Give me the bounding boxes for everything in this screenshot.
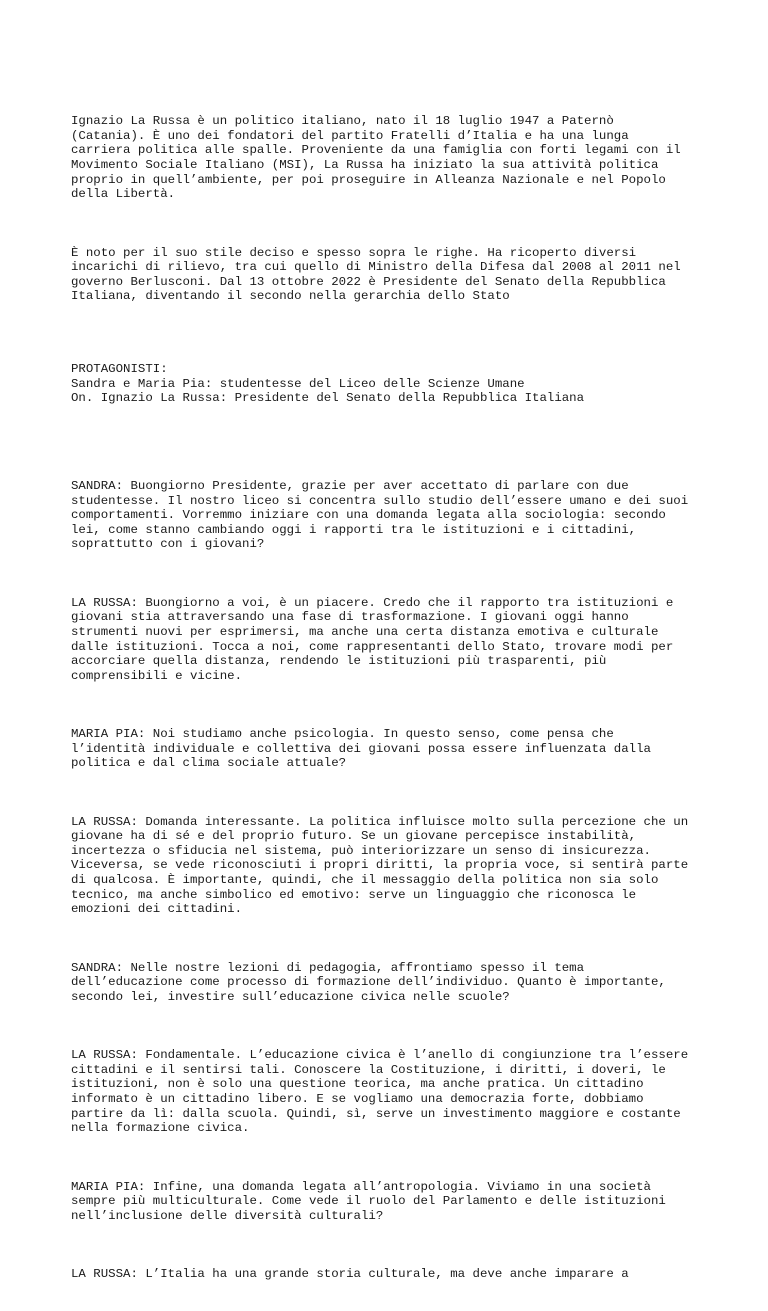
intro-paragraph-2: È noto per il suo stile deciso e spesso sopra le righe. Ha ricoperto diversi incarichi di rilievo, tra cui quello di Ministro della Difesa dal 2008 al 2011 nel governo Berlusconi. Dal 13 ottobre 2022 è Presidente del Senato della Repubblica Italiana, diventando il secondo nella gerarchia dello Stato bbox=[71, 245, 681, 304]
dialogue-line: MARIA PIA: Infine, una domanda legata all’antropologia. Viviamo in una società sempre più multiculturale. Come vede il ruolo del Parlamento e delle istituzioni nell’inclusione delle diversità culturali? bbox=[71, 1179, 666, 1223]
dialogue-line: LA RUSSA: Buongiorno a voi, è un piacere. Credo che il rapporto tra istituzioni e giovani stia attraversando una fase di trasformazione. I giovani oggi hanno strumenti nuovi per esprimersi, ma anche una certa distanza emotiva e culturale dalle istituzioni. Tocca a noi, come rappresentanti dello Stato, trovare modi per accorciare quella distanza, rendendo le istituzioni più trasparenti, più comprensibili e vicine. bbox=[71, 595, 674, 683]
cast-line-students: Sandra e Maria Pia: studentesse del Liceo delle Scienze Umane bbox=[71, 376, 525, 391]
cast-heading: PROTAGONISTI: bbox=[71, 362, 168, 377]
intro-paragraph-1: Ignazio La Russa è un politico italiano, nato il 18 luglio 1947 a Paternò (Catania). È uno dei fondatori del partito Fratelli d’Italia e ha una lunga carriera politica alle spalle. Proveniente da una famiglia con forti legami con il Movimento Sociale Italiano (MSI), La Russa ha iniziato la sua attività politica proprio in quell’ambiente, per poi proseguire in Alleanza Nazionale e nel Popolo della Libertà. bbox=[71, 114, 681, 202]
dialogue-line: SANDRA: Buongiorno Presidente, grazie per aver accettato di parlare con due studentesse. Il nostro liceo si concentra sullo studio dell’essere umano e dei suoi comportamenti. Vorremmo iniziare con una domanda legata alla sociologia: secondo lei, come stanno cambiando oggi i rapporti tra le istituzioni e i cittadini, soprattutto con i giovani? bbox=[71, 479, 689, 552]
dialogue-line: LA RUSSA: Domanda interessante. La politica influisce molto sulla percezione che un giovane ha di sé e del proprio futuro. Se un giovane percepisce instabilità, incertezza o sfiducia nel sistema, può interiorizzare un senso di insicurezza. Viceversa, se vede riconosciuti i propri diritti, la propria voce, si sentirà parte di qualcosa. È importante, quindi, che il messaggio della politica non sia solo tecnico, ma anche simbolico ed emotivo: serve un linguaggio che riconosca le emozioni dei cittadini. bbox=[71, 814, 689, 917]
dialogue-line: LA RUSSA: Fondamentale. L’educazione civica è l’anello di congiunzione tra l’essere cittadini e il sentirsi tali. Conoscere la Costituzione, i diritti, i doveri, le istituzioni, non è solo una questione teorica, ma anche pratica. Un cittadino informato è un cittadino libero. E se vogliamo una democrazia forte, dobbiamo partire da lì: dalla scuola. Quindi, sì, serve un investimento maggiore e costante nella formazione civica. bbox=[71, 1048, 689, 1136]
dialogue-line: SANDRA: Nelle nostre lezioni di pedagogia, affrontiamo spesso il tema dell’educazione come processo di formazione dell’individuo. Quanto è importante, secondo lei, investire sull’educazione civica nelle scuole? bbox=[71, 960, 666, 1004]
dialogue-line: MARIA PIA: Noi studiamo anche psicologia. In questo senso, come pensa che l’identità individuale e collettiva dei giovani possa essere influenzata dalla politica e dal clima sociale attuale? bbox=[71, 727, 651, 771]
document-page bbox=[71, 85, 711, 1311]
cast-list bbox=[71, 362, 711, 406]
dialogue-line: LA RUSSA: L’Italia ha una grande storia culturale, ma deve anche imparare a bbox=[71, 1267, 629, 1282]
cast-line-president: On. Ignazio La Russa: Presidente del Senato della Repubblica Italiana bbox=[71, 391, 585, 406]
